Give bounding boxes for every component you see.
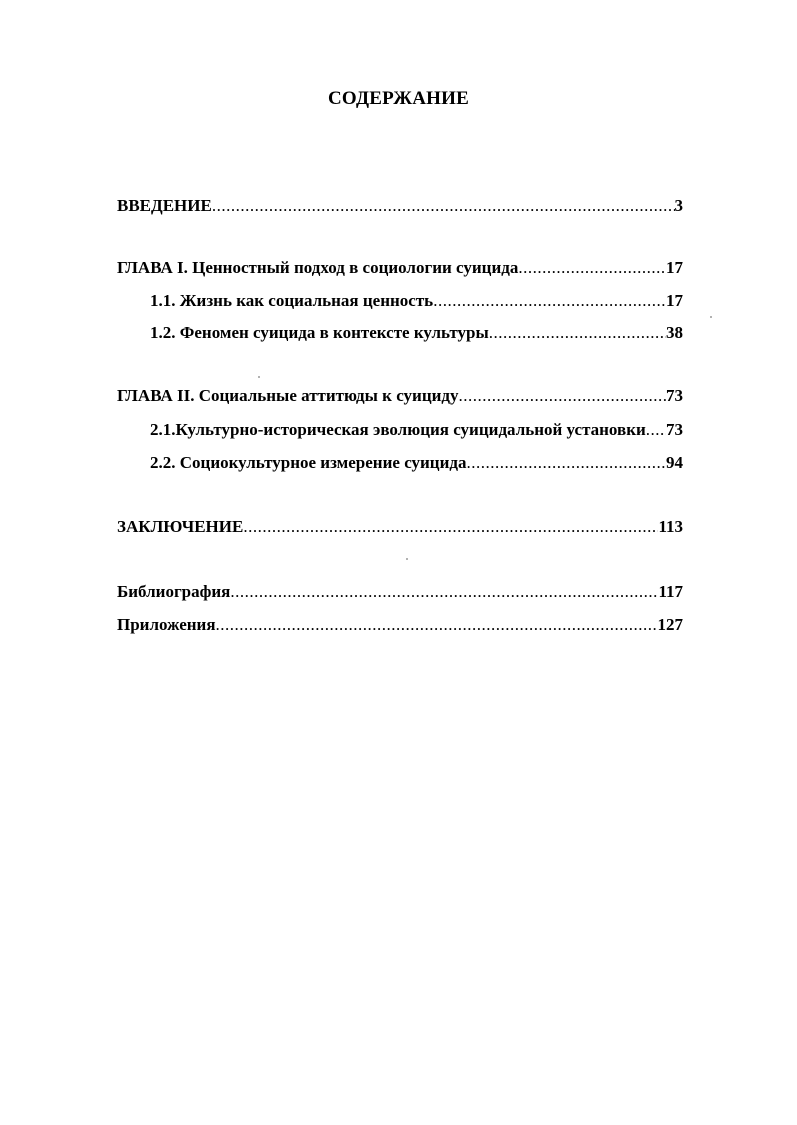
- toc-entry-page: 113: [658, 517, 683, 536]
- toc-entry-label: 1.2. Феномен суицида в контексте культуры: [150, 323, 489, 342]
- toc-entry-label: ВВЕДЕНИЕ: [117, 196, 212, 215]
- toc-entry-page: 17: [666, 291, 683, 310]
- toc-entry-page: 117: [658, 582, 683, 601]
- toc-entry-page: 73: [666, 386, 683, 405]
- toc-entry-chapter-1: [117, 258, 683, 278]
- dot-leader: [459, 386, 666, 406]
- toc-entry-page: 17: [666, 258, 683, 277]
- dot-leader: [489, 323, 666, 343]
- toc-entry-section-2-2: [150, 453, 683, 473]
- toc-entry-label: 2.2. Социокультурное измерение суицида: [150, 453, 467, 472]
- toc-entry-page: 73: [666, 420, 683, 439]
- toc-entry-section-1-2: [150, 323, 683, 343]
- toc-entry-page: 94: [666, 453, 683, 472]
- toc-entry-page: 3: [674, 196, 683, 215]
- toc-entry-section-2-1: [150, 420, 683, 440]
- dot-leader: [243, 517, 658, 537]
- toc-entry-page: 127: [657, 615, 683, 634]
- toc-entry-section-1-1: [150, 291, 683, 311]
- toc-entry-label: ЗАКЛЮЧЕНИЕ: [117, 517, 244, 536]
- toc-entry-label: 2.1.Культурно-историческая эволюция суицидальной установки: [150, 420, 646, 439]
- toc-entry-label: 1.1. Жизнь как социальная ценность: [150, 291, 434, 310]
- dot-leader: [646, 420, 666, 440]
- dot-leader: [518, 258, 666, 278]
- toc-entry-chapter-2: [117, 386, 683, 406]
- toc-entry-label: Библиография: [117, 582, 231, 601]
- toc-entry-page: 38: [666, 323, 683, 342]
- toc-entry-label: ГЛАВА I. Ценностный подход в социологии суицида: [117, 258, 519, 277]
- page-title: СОДЕРЖАНИЕ: [328, 88, 469, 109]
- dot-leader: [467, 453, 666, 473]
- toc-entry-bibliography: [117, 582, 683, 602]
- toc-entry-label: Приложения: [117, 615, 216, 634]
- dot-leader: [433, 291, 666, 311]
- toc-entry-appendices: [117, 615, 683, 635]
- dot-leader: [230, 582, 658, 602]
- toc-entry-label: ГЛАВА II. Социальные аттитюды к суициду: [117, 386, 459, 405]
- dot-leader: [212, 196, 675, 216]
- toc-entry-conclusion: [117, 517, 683, 537]
- toc-entry-introduction: [117, 196, 683, 216]
- dot-leader: [216, 615, 658, 635]
